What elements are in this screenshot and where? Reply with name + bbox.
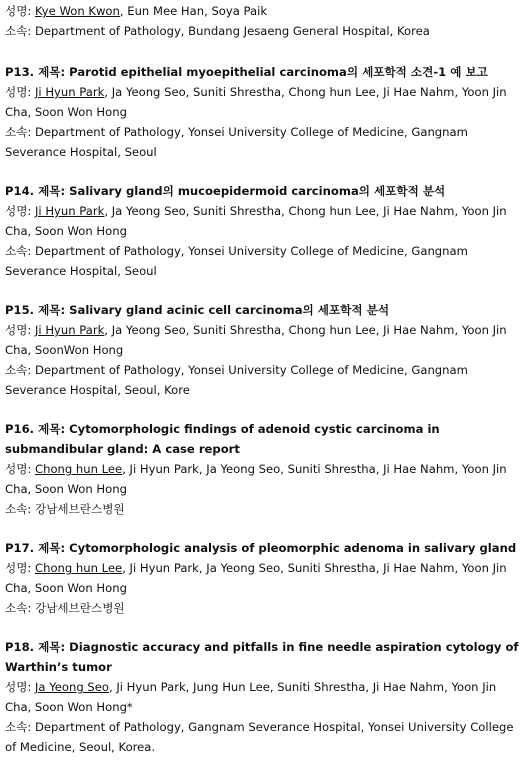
affiliation-line [5, 21, 522, 41]
author-line [5, 459, 522, 499]
affiliation-label: 소속: [5, 363, 32, 377]
author-line [5, 82, 522, 122]
affiliation-line [5, 598, 522, 618]
affiliation-line [5, 241, 522, 281]
affiliation-text: Department of Pathology, Bundang Jesaeng General Hospital, Korea [35, 24, 430, 38]
entry-title: P17. 제목: Cytomorphologic analysis of pleomorphic adenoma in salivary gland [5, 541, 517, 555]
authors-label: 성명: [5, 85, 32, 99]
author-line [5, 320, 522, 360]
abstract-entry-p17 [5, 538, 522, 618]
affiliation-label: 소속: [5, 244, 32, 258]
coauthors: , Ja Yeong Seo, Suniti Shrestha, Chong hun Lee, Ji Hae Nahm, Yoon Jin Cha, Soon Won Hong [5, 204, 507, 238]
abstract-entry-p16 [5, 419, 522, 519]
affiliation-line [5, 122, 522, 162]
affiliation-line [5, 360, 522, 400]
coauthors: , Ji Hyun Park, Ja Yeong Seo, Suniti Shrestha, Ji Hae Nahm, Yoon Jin Cha, Soon Won Hong [5, 561, 507, 595]
presenter-name: Ji Hyun Park [35, 323, 105, 337]
intro-entry [5, 1, 522, 41]
affiliation-label: 소속: [5, 24, 32, 38]
author-line [5, 201, 522, 241]
abstract-entry-p18 [5, 637, 522, 757]
entry-title: P18. 제목: Diagnostic accuracy and pitfalls in fine needle aspiration cytology of Warthin’s tumor [5, 640, 519, 674]
entry-title: P16. 제목: Cytomorphologic findings of adenoid cystic carcinoma in submandibular gland: A case report [5, 422, 440, 456]
affiliation-line [5, 499, 522, 519]
coauthors: , Eun Mee Han, Soya Paik [119, 4, 268, 18]
abstract-entry-p13 [5, 62, 522, 162]
authors-label: 성명: [5, 323, 32, 337]
coauthors: , Ja Yeong Seo, Suniti Shrestha, Chong hun Lee, Ji Hae Nahm, Yoon Jin Cha, SoonWon Hong [5, 323, 507, 357]
document-page [0, 1, 527, 757]
presenter-name: Chong hun Lee [35, 462, 123, 476]
affiliation-label: 소속: [5, 125, 32, 139]
author-line [5, 677, 522, 717]
entry-title: P13. 제목: Parotid epithelial myoepithelial carcinoma의 세포학적 소견-1 예 보고 [5, 65, 488, 79]
presenter-name: Chong hun Lee [35, 561, 123, 575]
presenter-name: Ji Hyun Park [35, 85, 105, 99]
abstract-entry-p15 [5, 300, 522, 400]
authors-label: 성명: [5, 561, 32, 575]
affiliation-text: Department of Pathology, Yonsei University College of Medicine, Gangnam Severance Hospital, Seoul [5, 125, 468, 159]
presenter-name: Ji Hyun Park [35, 204, 105, 218]
presenter-name: Ja Yeong Seo [35, 680, 109, 694]
affiliation-line [5, 717, 522, 757]
affiliation-text: Department of Pathology, Gangnam Severance Hospital, Yonsei University College of Medicine, Seoul, Korea. [5, 720, 514, 754]
affiliation-text: Department of Pathology, Yonsei University College of Medicine, Gangnam Severance Hospital, Seoul [5, 244, 468, 278]
affiliation-text: Department of Pathology, Yonsei University College of Medicine, Gangnam Severance Hospital, Seoul, Kore [5, 363, 468, 397]
coauthors: , Ja Yeong Seo, Suniti Shrestha, Chong hun Lee, Ji Hae Nahm, Yoon Jin Cha, Soon Won Hong [5, 85, 507, 119]
coauthors: , Ji Hyun Park, Ja Yeong Seo, Suniti Shrestha, Ji Hae Nahm, Yoon Jin Cha, Soon Won Hong [5, 462, 507, 496]
affiliation-text: 강남세브란스병원 [35, 601, 125, 615]
affiliation-label: 소속: [5, 502, 32, 516]
authors-label: 성명: [5, 4, 32, 18]
author-line [5, 558, 522, 598]
presenter-name: Kye Won Kwon [35, 4, 120, 18]
abstract-entry-p14 [5, 181, 522, 281]
authors-label: 성명: [5, 462, 32, 476]
authors-label: 성명: [5, 204, 32, 218]
affiliation-label: 소속: [5, 720, 32, 734]
entry-title: P15. 제목: Salivary gland acinic cell carcinoma의 세포학적 분석 [5, 303, 390, 317]
authors-label: 성명: [5, 680, 32, 694]
coauthors: , Ji Hyun Park, Jung Hun Lee, Suniti Shrestha, Ji Hae Nahm, Yoon Jin Cha, Soon Won Hong* [5, 680, 497, 714]
affiliation-text: 강남세브란스병원 [35, 502, 125, 516]
affiliation-label: 소속: [5, 601, 32, 615]
entry-title: P14. 제목: Salivary gland의 mucoepidermoid carcinoma의 세포학적 분석 [5, 184, 446, 198]
author-line [5, 1, 522, 21]
